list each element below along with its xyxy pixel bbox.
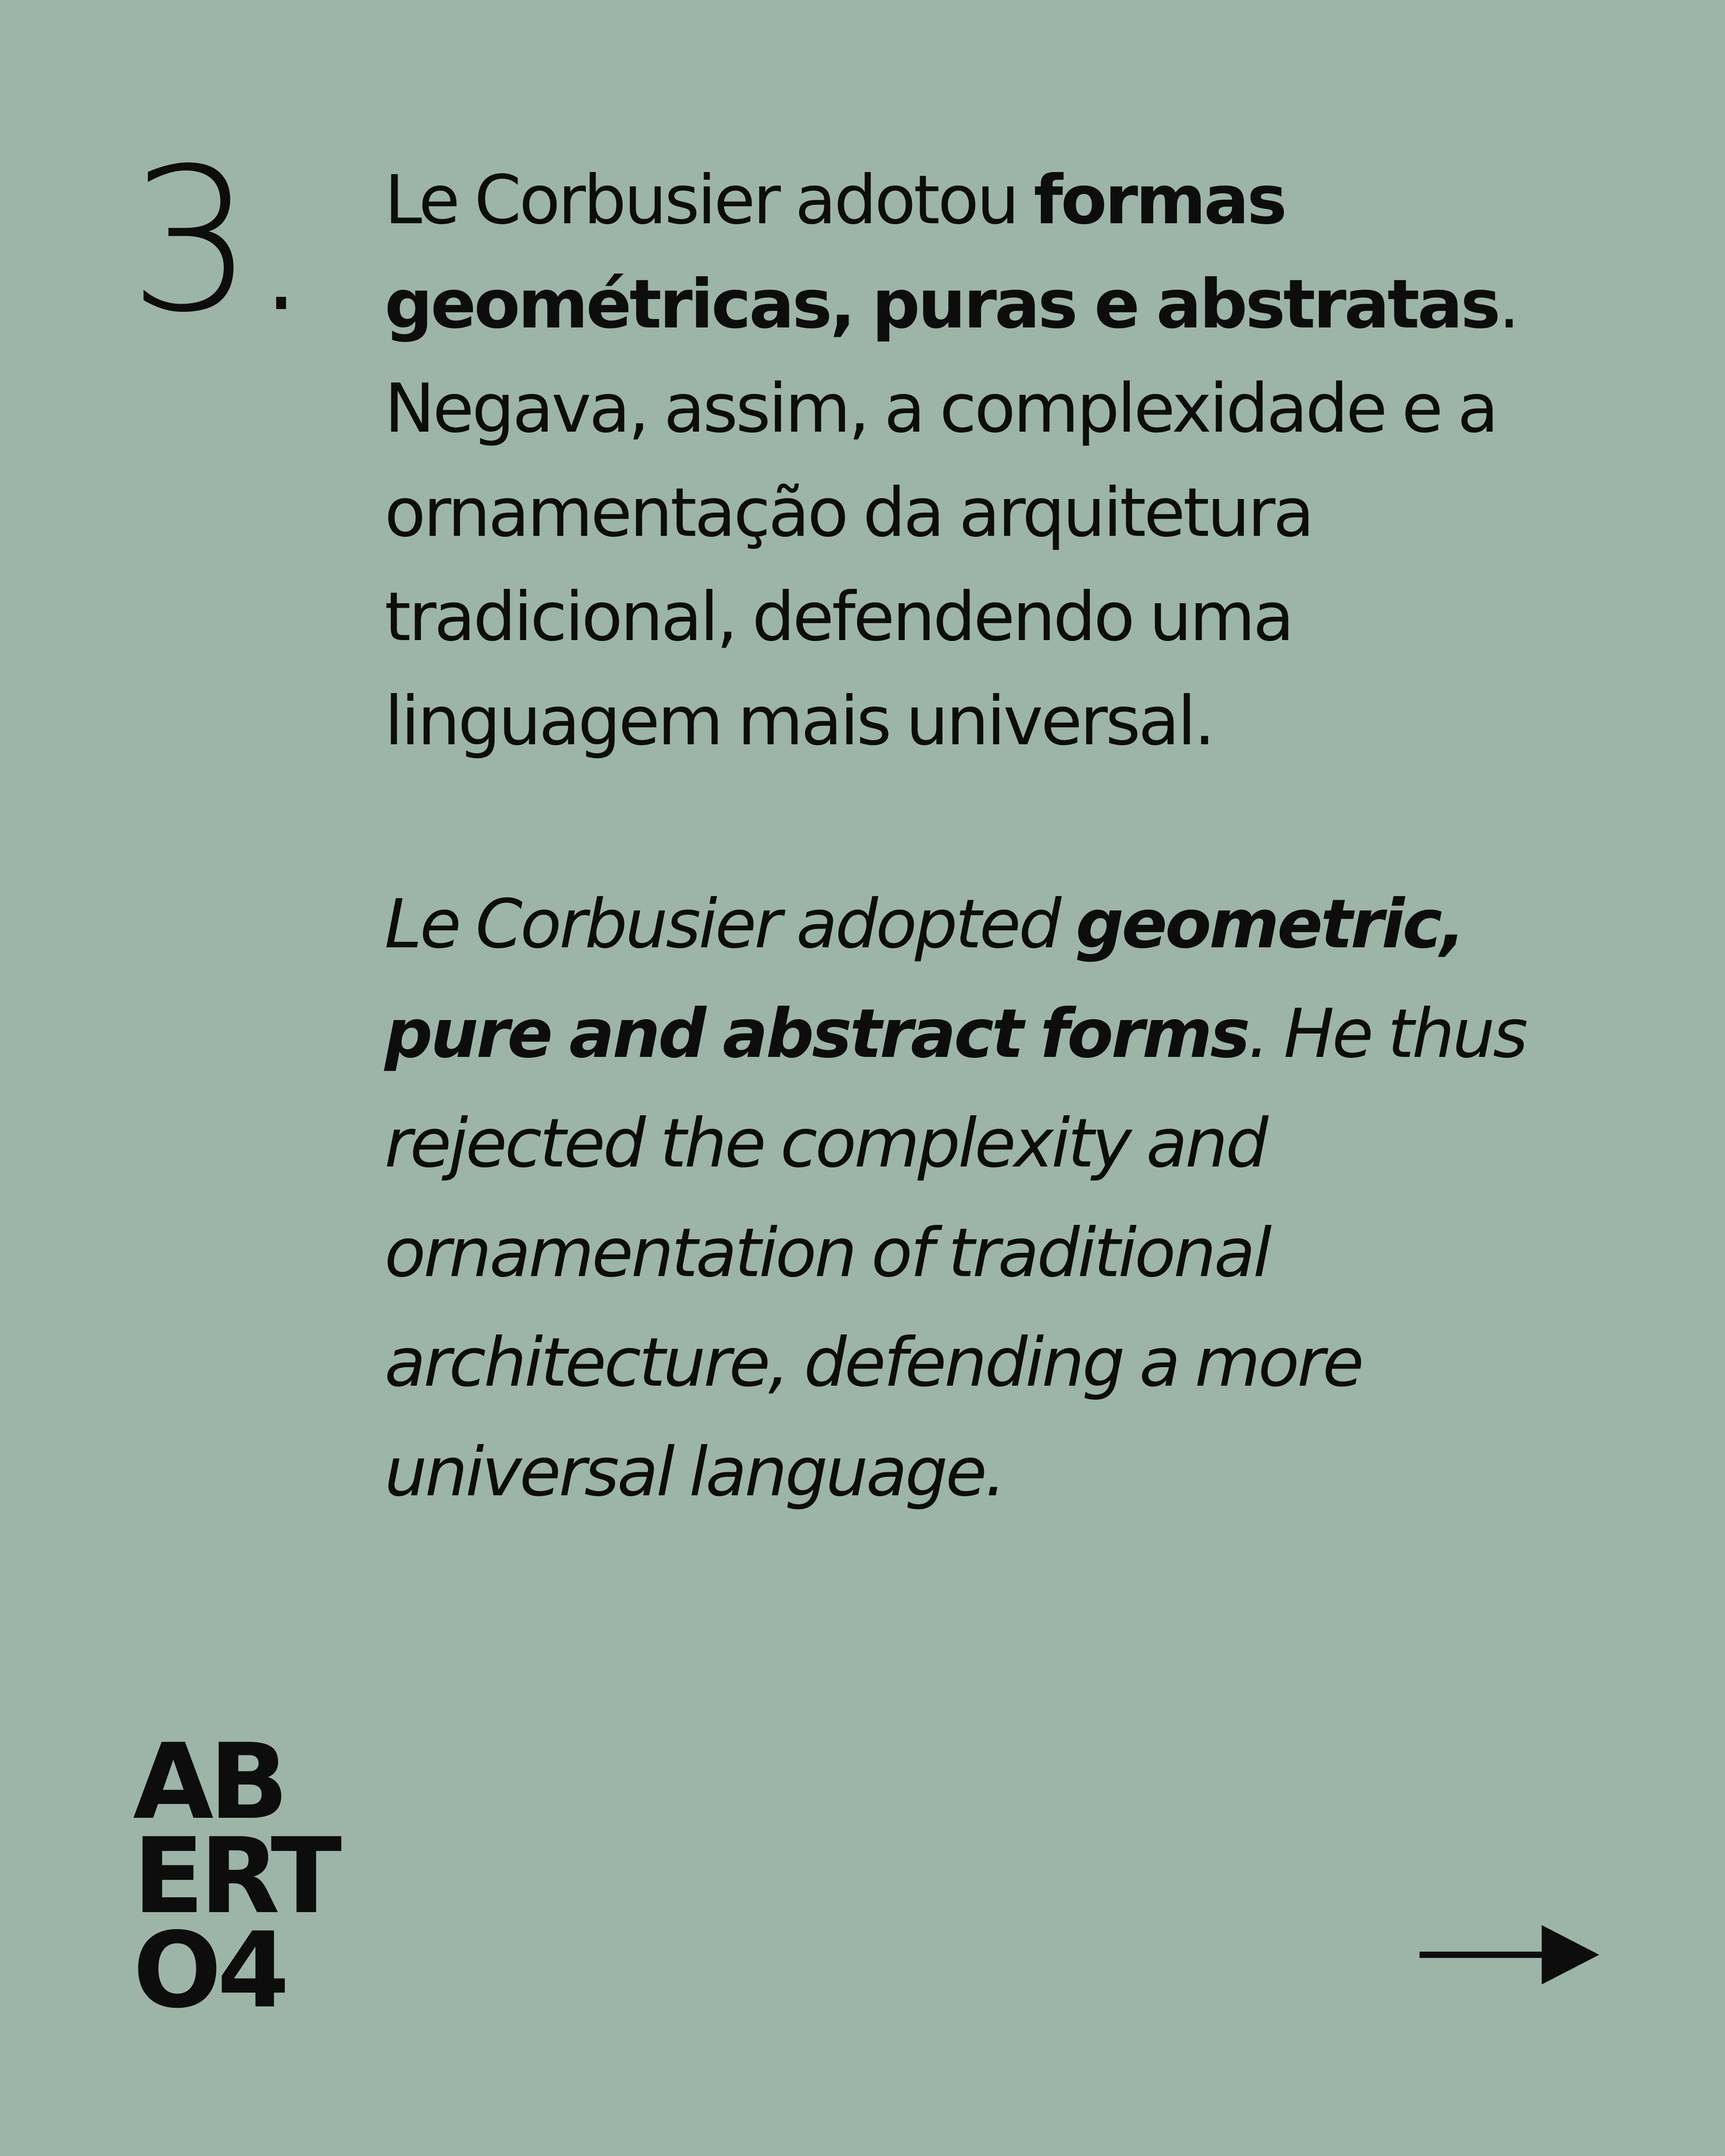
portuguese-paragraph xyxy=(385,148,1633,773)
logo-line-2: ERT xyxy=(133,1816,337,1937)
english-emphasis: geometric, pure and abstract forms xyxy=(385,885,1464,1073)
aberto4-logo xyxy=(133,1721,337,2031)
english-paragraph xyxy=(385,870,1633,1527)
portuguese-emphasis: formas geométricas, puras e abstratas xyxy=(385,161,1499,344)
english-rest: . He thus rejected the complexity and ornamentation of traditional architecture, defending a more universal language. xyxy=(385,995,1526,1511)
english-intro: Le Corbusier adopted xyxy=(385,885,1076,963)
slide-number: 3. xyxy=(128,126,308,356)
logo-line-1: AB xyxy=(133,1721,284,1842)
portuguese-rest: . Negava, assim, a complexidade e a ornamentação da arquitetura tradicional, defendendo uma linguagem mais universal. xyxy=(385,265,1518,760)
logo-line-3: O4 xyxy=(133,1910,285,2031)
portuguese-intro: Le Corbusier adotou xyxy=(385,161,1034,239)
arrow-right-icon[interactable] xyxy=(1420,1923,1599,1986)
